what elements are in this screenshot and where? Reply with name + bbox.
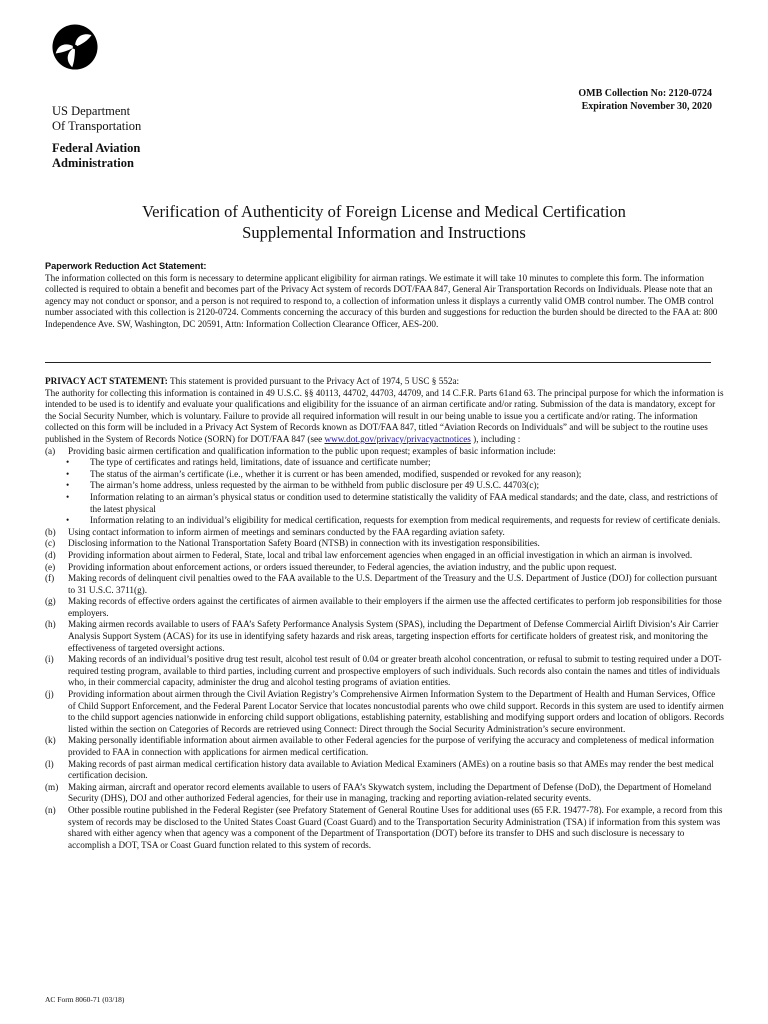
list-item: [45, 782, 725, 805]
item-label: (h): [45, 619, 56, 630]
item-label: (i): [45, 654, 54, 665]
item-label: (c): [45, 538, 56, 549]
dot-logo-icon: [52, 24, 98, 70]
item-text: Making records of effective orders against the certificates of airmen available to their employers if the airmen use the affected certificates to perform job responsibilities for those employers.: [68, 596, 722, 618]
bullet-text: Information relating to an individual’s eligibility for medical certification, requests for exemption from medical requirements, and requests for review of certificate denials.: [90, 515, 721, 526]
privacy-act-section: [45, 376, 725, 851]
item-text: Using contact information to inform airmen of meetings and seminars conducted by the FAA regarding aviation safety.: [68, 526, 505, 537]
omb-collection-number: OMB Collection No: 2120-0724: [578, 88, 712, 99]
bullet-icon: •: [66, 468, 70, 479]
agency-name: [52, 104, 141, 171]
omb-info: [578, 88, 712, 113]
routine-uses-list: [45, 446, 725, 852]
item-label: (n): [45, 804, 56, 815]
list-item: [45, 735, 725, 758]
list-item: [45, 805, 725, 851]
list-item: [45, 573, 725, 596]
list-item: [45, 689, 725, 735]
list-item: [45, 446, 725, 458]
item-text: Making records of past airman medical certification history data available to Aviation Medical Examiners (AMEs) on a routine basis so that AMEs may render the best medical certification decision.: [68, 758, 714, 781]
item-text: Making airmen records available to users of FAA’s Safety Performance Analysis System (SPAS), including the Department of Defense Commercial Airlift Division’s Air Carrier Analysis Support System (ACAS) for its use in identifying safety hazards and risk areas, targeting inspection efforts for certificate holders of greatest risk, and monitoring the effectiveness of targeted oversight actions.: [68, 619, 719, 653]
administration-line-1: Federal Aviation: [52, 141, 141, 155]
item-text: Providing basic airmen certification and qualification information to the public upon request; examples of basic information include:: [68, 445, 556, 456]
privacy-body-text: The authority for collecting this information is contained in 49 U.S.C. §§ 40113, 44702, 44703, 44709, and 14 C.F.R. Parts 61and 63. The principal purpose for which the information is intended to be used is to identify and evaluate your qualifications and eligibility for the issuance of an airman certificate and/or rating. Submission of the data is mandatory, except for the Social Security Number, which is voluntary. Failure to provide all required information will result in our being unable to issue you a certificate and/or rating. The information collected on this form will be included in a Privacy Act System of Records known as DOT/FAA 847, titled “Aviation Records on Individuals” and will be subject to the routine uses published in the System of Records Notice (SORN) for DOT/FAA 847 (see: [45, 387, 724, 444]
privacy-intro-line: [45, 376, 725, 388]
title-line-2: Supplemental Information and Instructions: [242, 223, 526, 242]
item-label: (a): [45, 445, 56, 456]
item-text: Making airman, aircraft and operator record elements available to users of FAA’s Skywatch system, including the Department of Defense (DoD), the Department of Homeland Security (DHS), DOJ and other authorized Federal agencies, for their use in managing, tracking and reporting aviation-related security events.: [68, 781, 712, 804]
bullet-item: [45, 469, 725, 481]
title-line-1: Verification of Authenticity of Foreign License and Medical Certification: [142, 202, 626, 221]
department-line-2: Of Transportation: [52, 119, 142, 133]
paperwork-reduction-section: [45, 261, 725, 331]
bullet-item: [45, 480, 725, 492]
item-label: (g): [45, 596, 56, 607]
bullet-text: The type of certificates and ratings held, limitations, date of issuance and certificate number;: [90, 457, 431, 468]
item-label: (m): [45, 781, 59, 792]
list-item: [45, 619, 725, 654]
item-text: Providing information about airmen through the Civil Aviation Registry’s Comprehensive Airmen Information System to the Department of Health and Human Services, Office of Child Support Enforcement, and the Federal Parent Locator Service that locates noncustodial parents who owe child support. Records in this system are used to identify airmen to the child support agencies nationwide in enforcing child support obligations, establishing paternity, establishing and modifying support orders and location of obligors. Records listed within the section on Categories of Records are retrieved using Connect: Direct through the Social Security Administration’s secure environment.: [68, 689, 724, 734]
item-text: Providing information about enforcement actions, or orders issued thereunder, to Federal agencies, the aviation industry, and the public upon request.: [68, 561, 617, 572]
list-item: [45, 562, 725, 574]
item-label: (k): [45, 735, 56, 746]
department-line-1: US Department: [52, 104, 131, 118]
bullet-icon: •: [66, 457, 70, 468]
privacy-heading: PRIVACY ACT STATEMENT:: [45, 376, 168, 386]
bullet-icon: •: [66, 480, 70, 491]
privacy-body: [45, 388, 725, 446]
bullet-icon: •: [66, 491, 70, 502]
item-text: Other possible routine published in the Federal Register (see Prefatory Statement of General Routine Uses for additional uses (65 F.R. 19477-78). For example, a record from this system of records may be disclosed to the United States Coast Guard (Coast Guard) and to the Transportation Security Administration (TSA) if information from this system was shared with either agency when that agency was a component of the Department of Transportation (DOT) before its transfer to DHS and such disclosure is necessary to accomplish a DOT, TSA or Coast Guard function related to this system of records.: [68, 804, 723, 850]
item-label: (f): [45, 573, 55, 584]
bullet-item: [45, 492, 725, 515]
paperwork-heading: Paperwork Reduction Act Statement:: [45, 261, 207, 271]
item-text: Making personally identifiable information about airmen available to other Federal agencies for the purpose of verifying the accuracy and completeness of medical information provided to FAA in connection with applications for airmen medical certification.: [68, 735, 714, 757]
item-label: (b): [45, 526, 56, 537]
item-text: Making records of delinquent civil penalties owed to the FAA available to the U.S. Department of the Treasury and the U.S. Department of Justice (DOJ) for collection pursuant to 31 U.S.C. 3711(g).: [68, 573, 718, 595]
list-item: [45, 596, 725, 619]
section-divider: [45, 362, 711, 363]
item-text: Disclosing information to the National Transportation Safety Board (NTSB) in connection with its investigation responsibilities.: [68, 538, 540, 549]
bullet-text: Information relating to an airman’s physical status or condition used to determine statistically the validity of FAA medical standards; and the date, class, and restrictions of the latest physical: [90, 491, 718, 514]
list-item: [45, 538, 725, 550]
item-label: (l): [45, 758, 54, 769]
bullet-item: [45, 457, 725, 469]
paperwork-body: The information collected on this form is necessary to determine applicant eligibility for airman ratings. We estimate it will take 10 minutes to complete this form. The information collected is required to obtain a benefit and becomes part of the Privacy Act system of records DOT/FAA 847, General Air Transportation Records on Individuals. Please note that an agency may not conduct or sponsor, and a person is not required to respond to, a collection of information unless it displays a currently valid OMB control number. The OMB control number associated with this collection is 2120-0724. Comments concerning the accuracy of this burden and suggestions for reduction the burden should be directed to the FAA at: 800 Independence Ave. SW, Washington, DC 20591, Attn: Information Collection Clearance Officer, AES-200.: [45, 272, 718, 329]
item-label: (e): [45, 561, 56, 572]
item-text: Providing information about airmen to Federal, State, local and tribal law enforcement agencies when engaged in an official investigation in which an airman is involved.: [68, 549, 693, 560]
administration-line-2: Administration: [52, 156, 134, 170]
list-item: [45, 527, 725, 539]
item-label: (d): [45, 549, 56, 560]
item-text: Making records of an individual’s positive drug test result, alcohol test result of 0.04 or greater breath alcohol concentration, or refusal to submit to testing required under a DOT-required testing program, available to third parties, including current and prospective employers of such individuals. Such records also contain the names and titles of individuals who, in their commercial capacity, administer the drug and alcohol testing programs of aviation entities.: [68, 654, 722, 688]
document-title: [0, 201, 768, 243]
item-label: (j): [45, 689, 54, 700]
bullet-text: The airman’s home address, unless requested by the airman to be withheld from public disclosure per 49 U.S.C. 44703(c);: [90, 480, 540, 491]
form-number: AC Form 8060-71 (03/18): [45, 995, 125, 1004]
privacy-intro: This statement is provided pursuant to the Privacy Act of 1974, 5 USC § 552a:: [167, 376, 460, 386]
privacy-notices-link[interactable]: www.dot.gov/privacy/privacyactnotices: [324, 433, 471, 444]
list-item: [45, 550, 725, 562]
list-item: [45, 759, 725, 782]
privacy-body-tail: ), including :: [470, 433, 521, 444]
omb-expiration: Expiration November 30, 2020: [581, 100, 712, 112]
list-item: [45, 654, 725, 689]
bullet-icon: •: [66, 515, 70, 526]
bullet-text: The status of the airman’s certificate (i.e., whether it is current or has been amended, modified, suspended or revoked for any reason);: [90, 468, 582, 479]
bullet-item: [45, 515, 725, 527]
